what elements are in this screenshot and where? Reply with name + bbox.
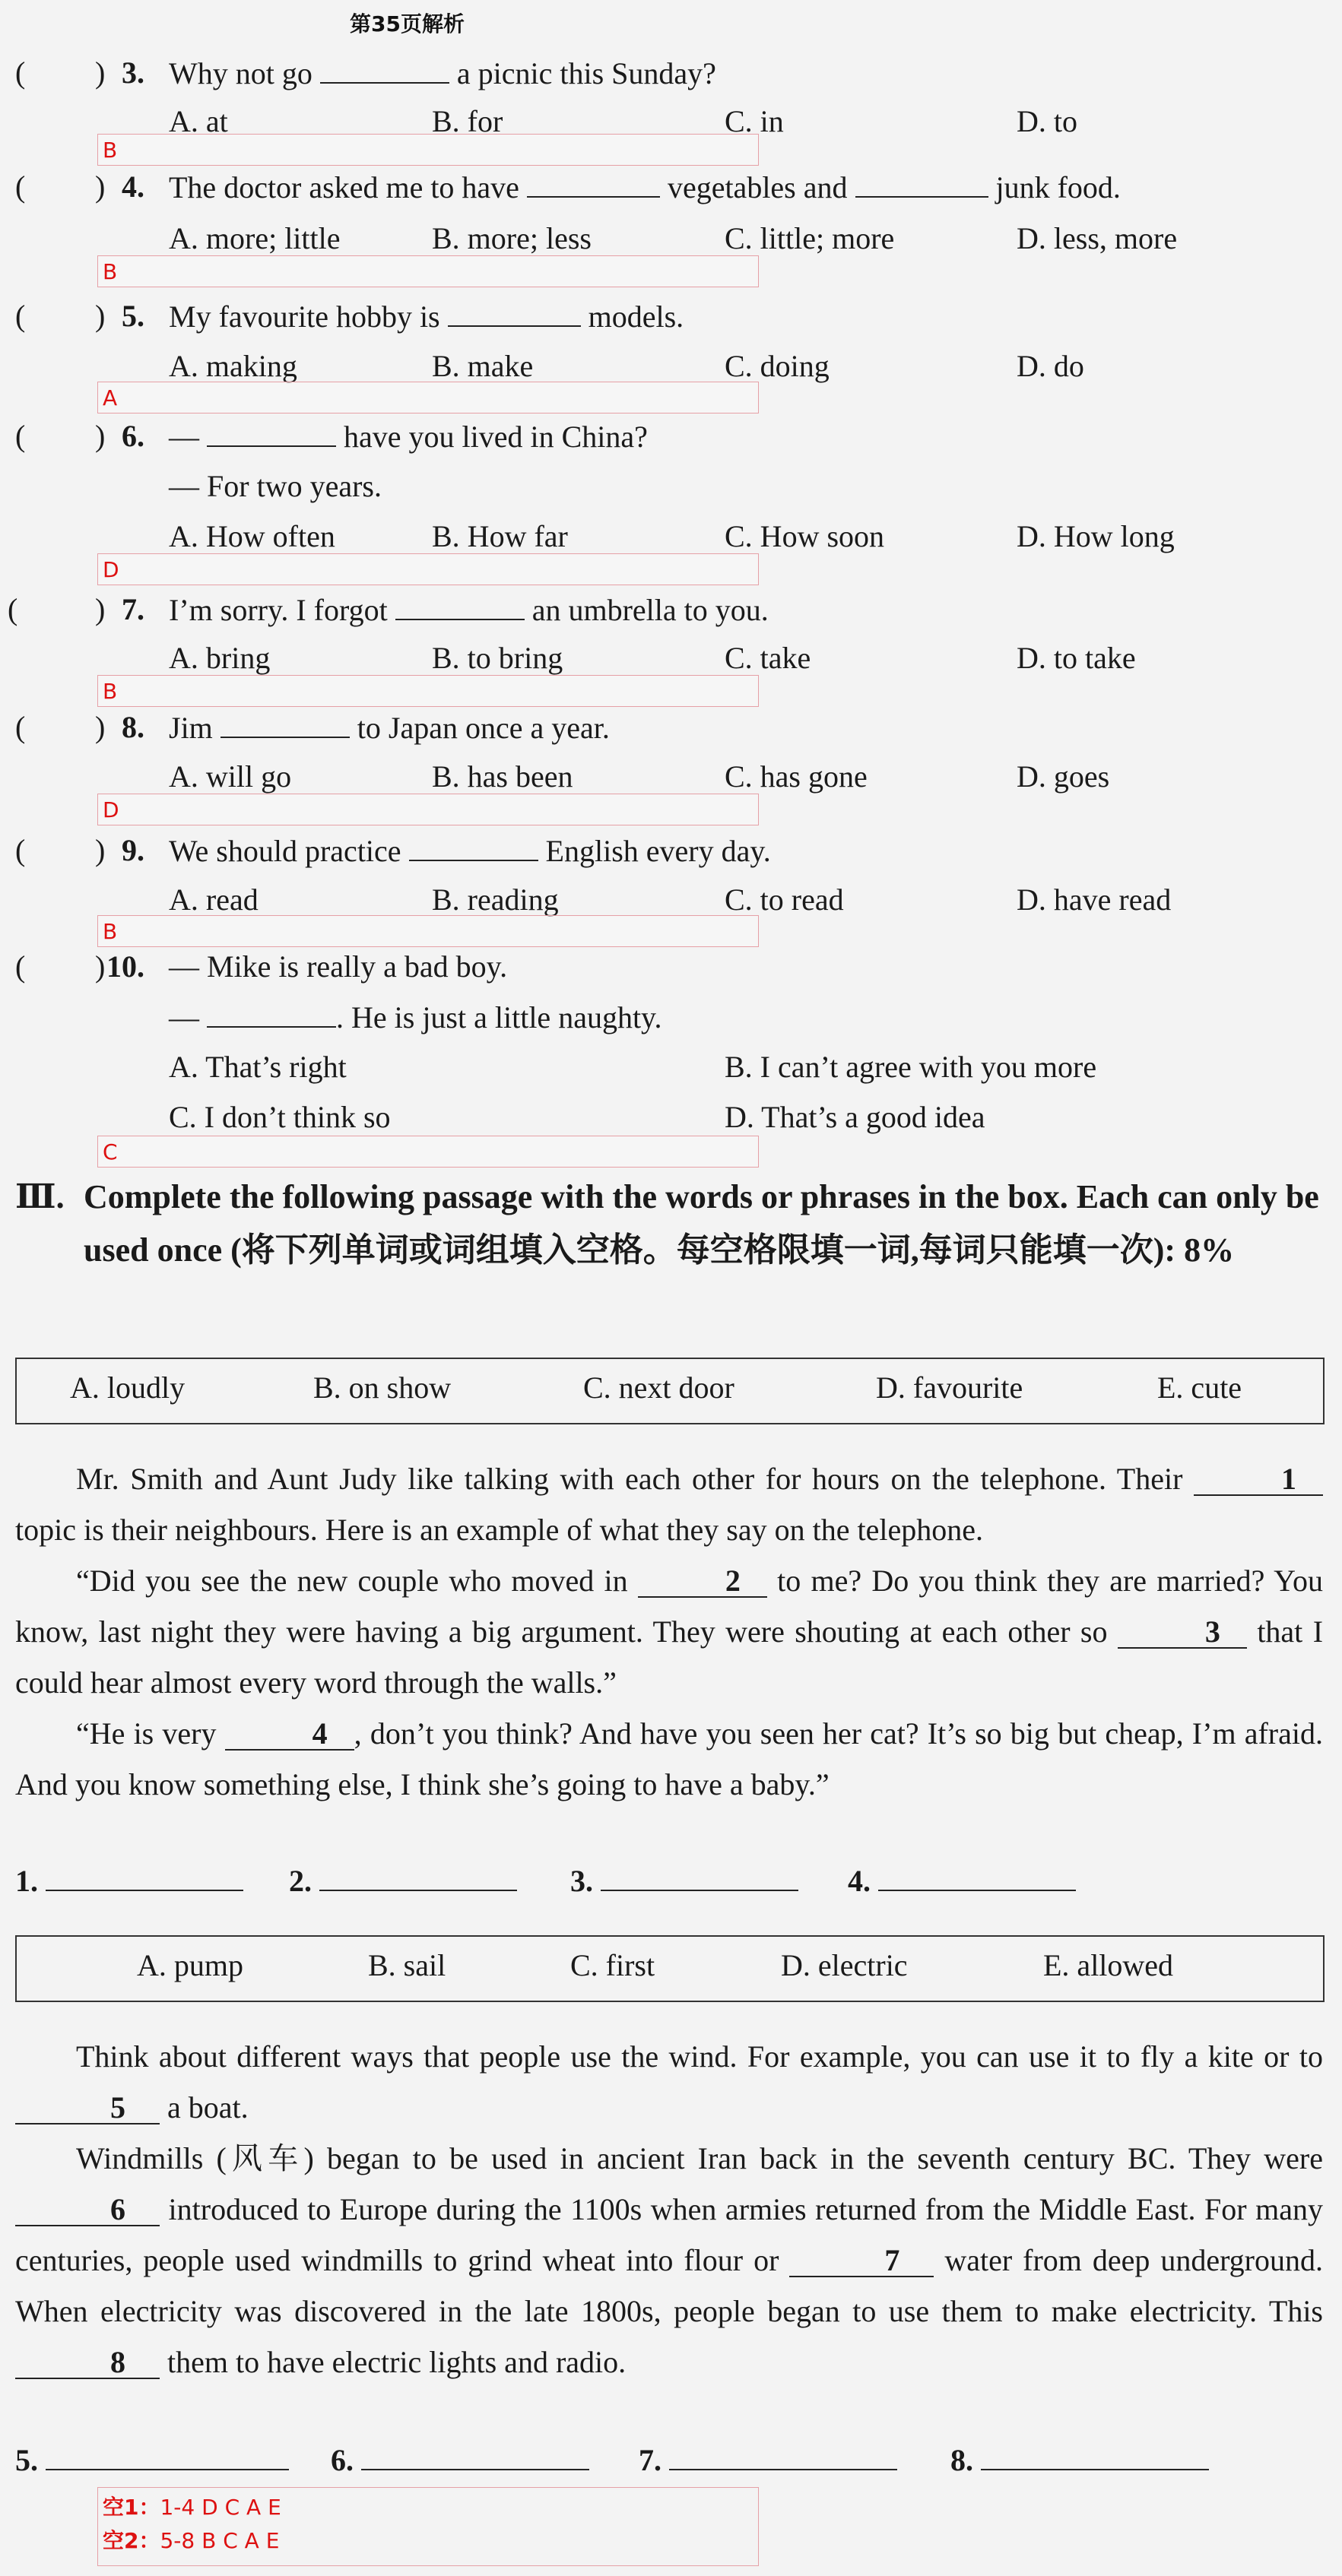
option-a: A. at: [169, 104, 228, 138]
question-stem: We should practice English every day.: [169, 834, 771, 868]
question-number: 4.: [122, 170, 144, 204]
passage-2: [15, 2031, 1323, 2387]
option-d: D. That’s a good idea: [725, 1100, 985, 1134]
word-option: E. allowed: [1043, 1948, 1174, 1982]
answer-box-10: C: [97, 1136, 759, 1168]
question-stem: — Mike is really a bad boy.: [169, 949, 508, 984]
answer-box-8: D: [97, 794, 759, 825]
option-b: B. has been: [432, 759, 573, 794]
option-b: B. I can’t agree with you more: [725, 1050, 1097, 1084]
option-c: C. to read: [725, 882, 844, 917]
option-c: C. take: [725, 641, 811, 675]
option-c: C. How soon: [725, 519, 885, 553]
question-stem: — have you lived in China?: [169, 420, 648, 454]
option-b: B. make: [432, 349, 534, 383]
passage-paragraph: “He is very 4 , don’t you think? And have you seen her cat? It’s so big but cheap, I’m afraid. And you know something else, I think she’s going to have a baby.”: [15, 1716, 1323, 1801]
worksheet-page: 第35页解析 ( ) 3. Why not go a picnic this Sunday? A. at B. for C. in D. to B ( ) 4. The doctor asked me to have vegetables and junk food. A. more; little B. more; less C. little; more D. less, more B ( ) 5. My favourite hobby is models. A. making B. make C. doing D. do A ( ) 6. — have you lived in China? — For two years. A. How often B. How far C. How soon D. How long D ( ) 7. I’m sorry. I forgot an umbrella to you. A. bring B. to bring C. take D. to take B ( ) 8. Jim to Japan once a year. A. will go B. has been C. has gone D. goes D ( ) 9. We should practice English every day. A. read B. reading C. to read D. have read B ( ) 10. — Mike is really a bad boy. — . He is just a little naughty. A. That’s right B. I can’t agree with you more C. I don’t think so D. That’s a good idea C Ⅲ. Complete the following passage with the words or phrases in the box. Each can only be used once (将下列单词或词组填入空格。每空格限填一词,每词只能填一次): 8% A. loudly B. on show C. next door D. favourite E. cute Mr. Smith and Aunt Judy like talking with each other for hours on the telephone. Their 1 topic is their neighbours. Here is an example of what they say on the telephone. “Did you see the new couple who moved in 2 to me? Do you think they are married? You know, last night they were having a big argument. They were shouting at each other so 3 that I could hear almost every word through the walls.” “He is very 4 , don’t you think? And have you seen her cat? It’s so big but cheap, I’m afraid. And you know something else, I think she’s going to have a baby.” 1. 2. 3. 4. A. pump B. sail C. first D. electric E. allowed Think about different ways that people use the wind. For example, you can use it to fly a kite or to 5 a boat. Windmills (风车) began to be used in ancient Iran back in the seventh century BC. They were 6 introduced to Europe during the 1100s when armies returned from the Middle East. For many centuries, people used windmills to grind wheat into flour or 7 water from deep underground. When electricity was discovered in the late 1800s, people began to use them to make electricity. This 8 them to have electric lights and radio. 5. 6. 7. 8. 空1：1-4 D C A E 空2：5-8 B C A E: [0, 0, 1342, 2576]
question-number: 7.: [122, 592, 144, 626]
question-number: 5.: [122, 299, 144, 333]
word-option: C. first: [570, 1948, 655, 1982]
answer-key-line-1: 空1：1-4 D C A E: [103, 2495, 281, 2520]
question-stem: Why not go a picnic this Sunday?: [169, 56, 716, 90]
option-d: D. goes: [1017, 759, 1110, 794]
page-title: 第35页解析: [350, 11, 465, 36]
option-d: D. to: [1017, 104, 1077, 138]
option-d: D. less, more: [1017, 221, 1178, 255]
answer-box-6: D: [97, 553, 759, 585]
passage-paragraph: Windmills (风车) began to be used in ancient Iran back in the seventh century BC. They were 6 introduced to Europe during the 1100s when armies returned from the Middle East. For many centuries, people used windmills to grind wheat into flour or 7 water from deep underground. When electricity was discovered in the late 1800s, people began to use them to make electricity. This 8 them to have electric lights and radio.: [15, 2141, 1323, 2379]
answer-box-7: B: [97, 675, 759, 707]
option-c: C. has gone: [725, 759, 868, 794]
option-a: A. making: [169, 349, 297, 383]
section-instruction: Complete the following passage with the words or phrases in the box. Each can only be used once (将下列单词或词组填入空格。每空格限填一词,每词只能填一次): 8%: [84, 1178, 1319, 1269]
question-stem: My favourite hobby is models.: [169, 299, 684, 334]
word-option: A. loudly: [70, 1370, 186, 1405]
answer-key-line-2: 空2：5-8 B C A E: [103, 2528, 280, 2553]
option-b: B. reading: [432, 882, 559, 917]
word-option: A. pump: [137, 1948, 243, 1982]
question-stem: The doctor asked me to have vegetables and junk food.: [169, 170, 1121, 204]
question-number: 3.: [122, 55, 144, 90]
option-a: A. will go: [169, 759, 292, 794]
question-stem: Jim to Japan once a year.: [169, 711, 610, 745]
option-c: C. in: [725, 104, 784, 138]
option-d: D. have read: [1017, 882, 1172, 917]
option-c: C. little; more: [725, 221, 895, 255]
passage-paragraph: Think about different ways that people use the wind. For example, you can use it to fly a kite or to 5 a boat.: [15, 2031, 1323, 2133]
option-a: A. more; little: [169, 221, 341, 255]
passage-paragraph: Mr. Smith and Aunt Judy like talking with each other for hours on the telephone. Their 1 topic is their neighbours. Here is an example of what they say on the telephone.: [15, 1453, 1323, 1555]
option-a: A. bring: [169, 641, 271, 675]
option-b: B. more; less: [432, 221, 592, 255]
option-d: D. do: [1017, 349, 1084, 383]
question-number: 6.: [122, 419, 144, 453]
question-number: 10.: [106, 949, 144, 984]
question-number: 8.: [122, 710, 144, 744]
option-d: D. to take: [1017, 641, 1136, 675]
word-option: C. next door: [583, 1370, 734, 1405]
word-option: E. cute: [1157, 1370, 1242, 1405]
passage-1: [15, 1453, 1323, 1810]
word-option: D. electric: [781, 1948, 908, 1982]
option-b: B. to bring: [432, 641, 563, 675]
word-option: D. favourite: [876, 1370, 1023, 1405]
answer-box-4: B: [97, 255, 759, 287]
word-box-1: [15, 1358, 1325, 1424]
question-number: 9.: [122, 833, 144, 867]
option-c: C. doing: [725, 349, 830, 383]
word-option: B. on show: [313, 1370, 452, 1405]
option-a: A. That’s right: [169, 1050, 347, 1084]
answer-box-9: B: [97, 915, 759, 947]
option-a: A. How often: [169, 519, 335, 553]
word-box-2: [15, 1935, 1325, 2002]
answer-box-3: B: [97, 134, 759, 166]
option-a: A. read: [169, 882, 259, 917]
section-number: Ⅲ.: [15, 1178, 65, 1215]
option-b: B. for: [432, 104, 503, 138]
option-b: B. How far: [432, 519, 568, 553]
answer-key-box: [97, 2487, 759, 2566]
passage-paragraph: “Did you see the new couple who moved in 2 to me? Do you think they are married? You know, last night they were having a big argument. They were shouting at each other so 3 that I could hear almost every word through the walls.”: [15, 1564, 1324, 1700]
option-d: D. How long: [1017, 519, 1175, 553]
word-option: B. sail: [368, 1948, 446, 1982]
question-stem: I’m sorry. I forgot an umbrella to you.: [169, 593, 769, 627]
answer-box-5: A: [97, 382, 759, 413]
option-c: C. I don’t think so: [169, 1100, 391, 1134]
